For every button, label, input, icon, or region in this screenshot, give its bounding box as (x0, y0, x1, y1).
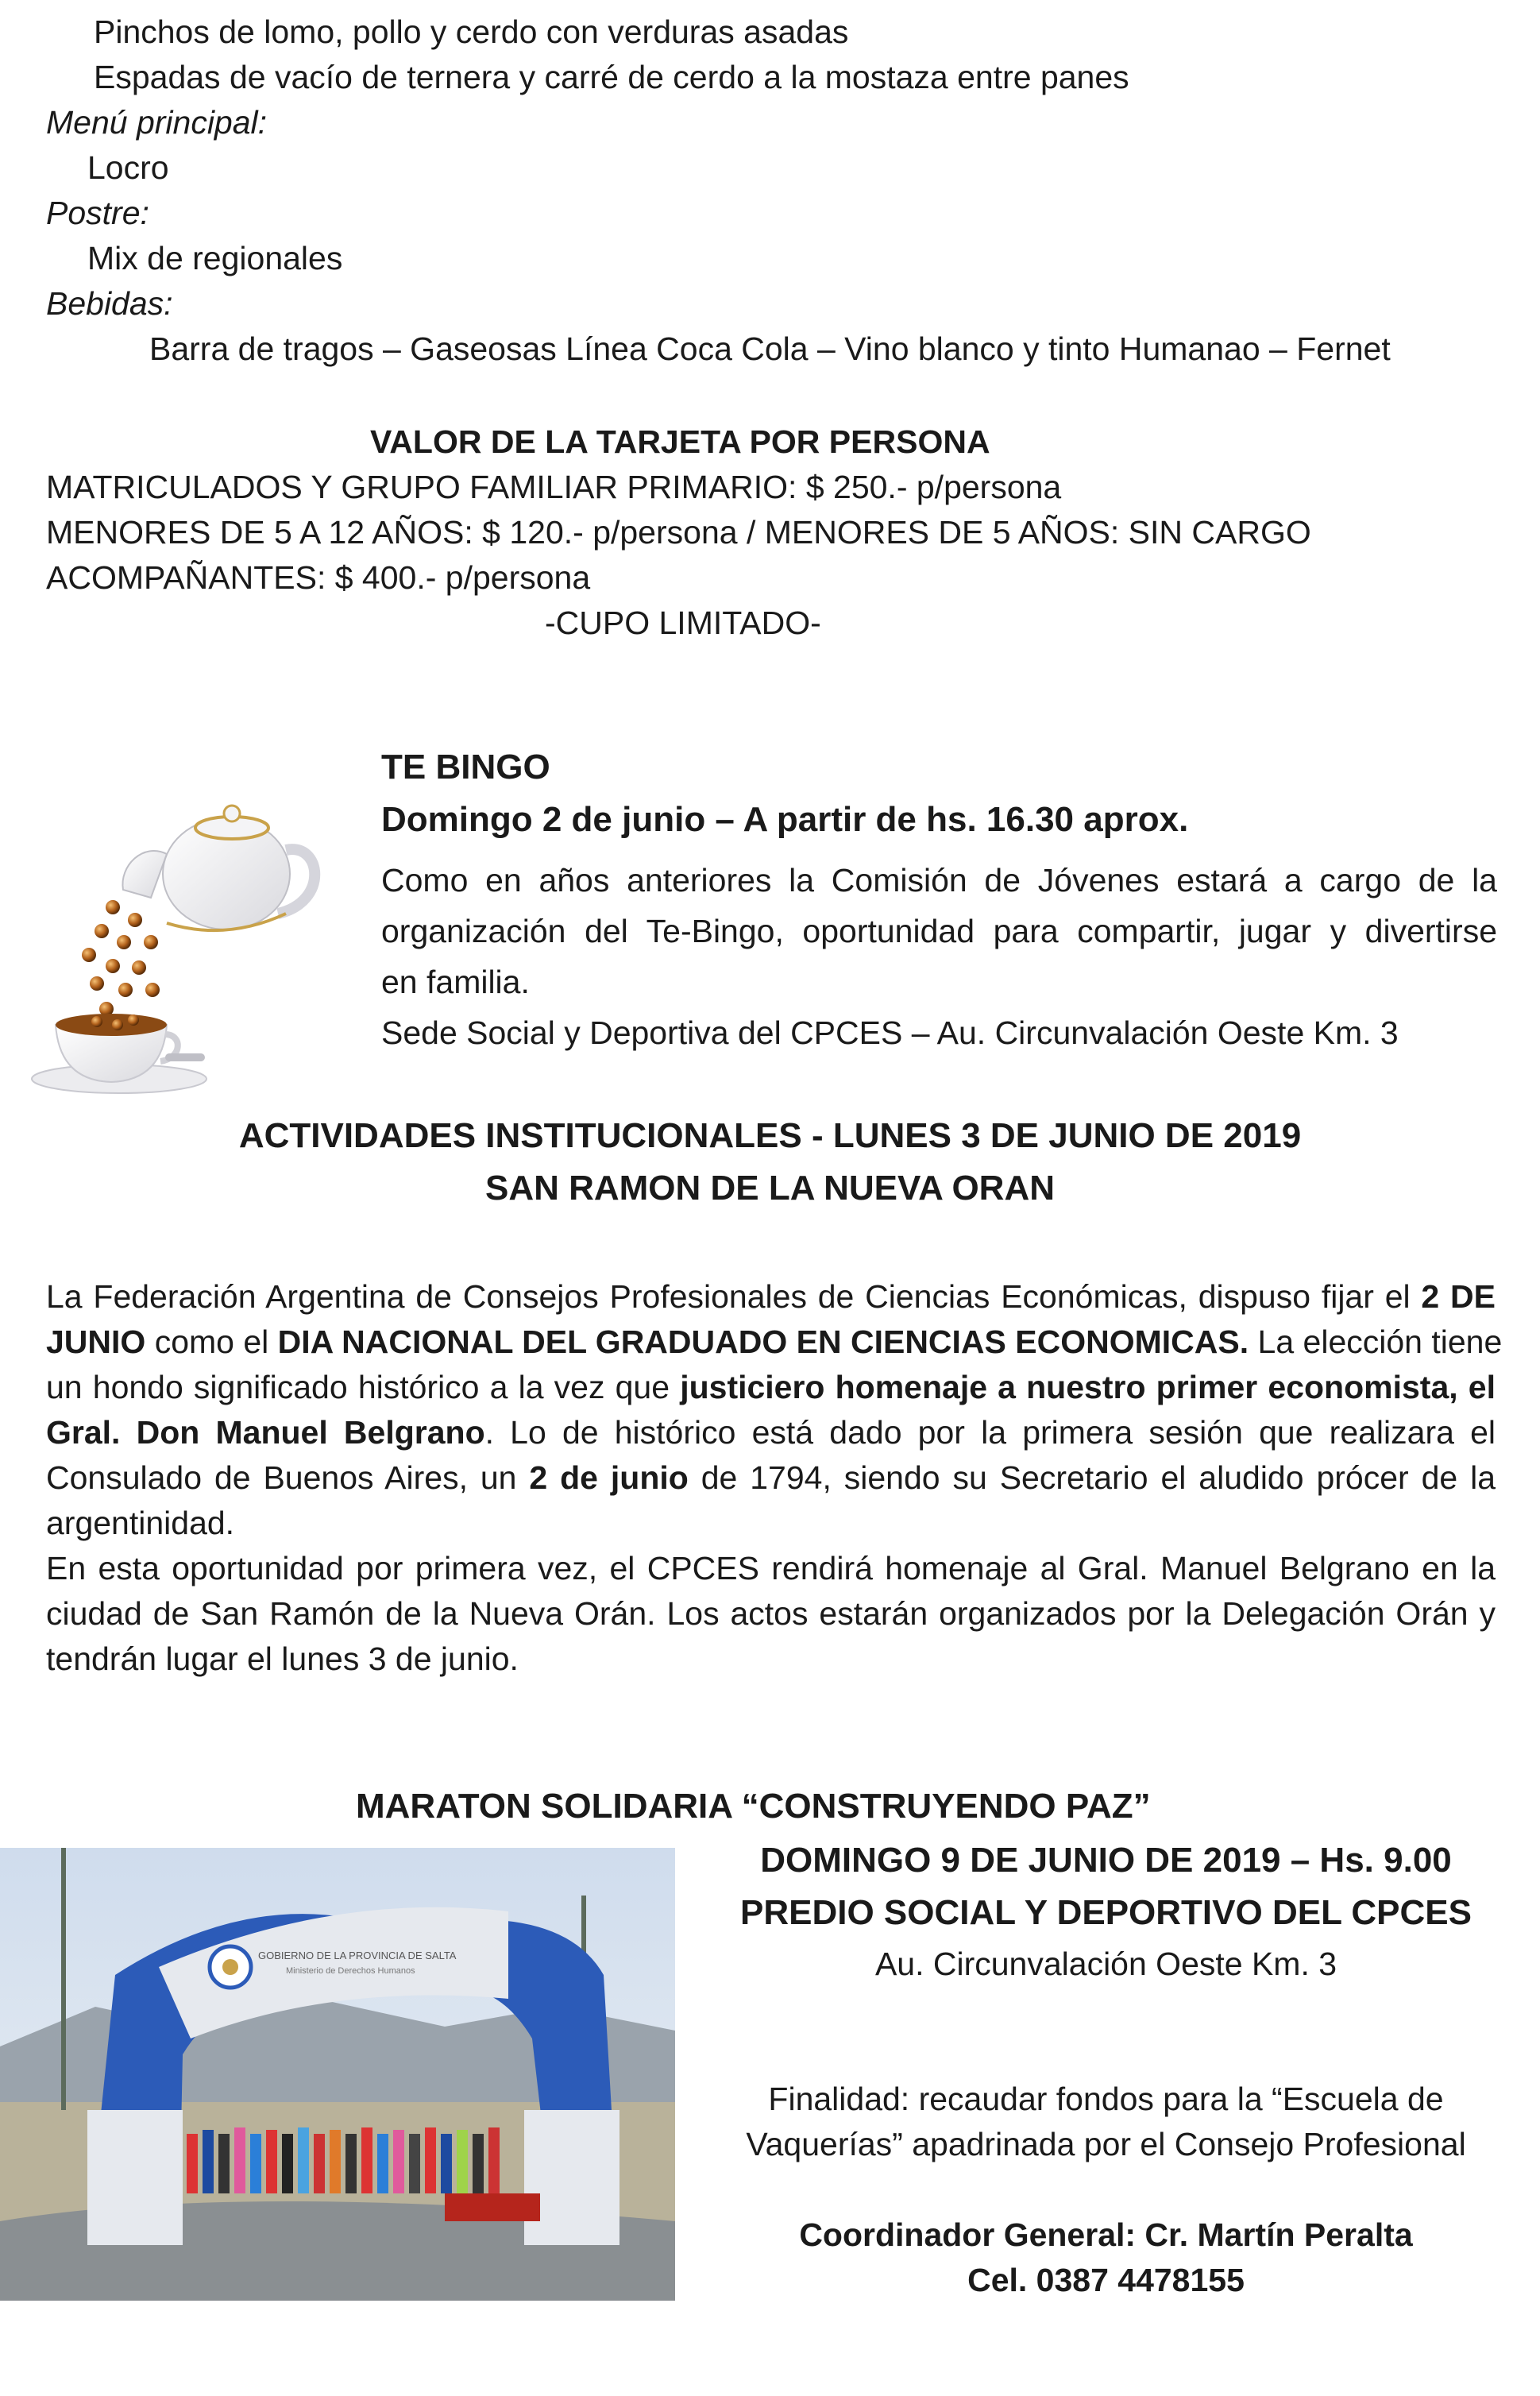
tebingo-title: TE BINGO (381, 748, 550, 786)
pricing-line-menores: MENORES DE 5 A 12 AÑOS: $ 120.- p/persona / MENORES DE 5 AÑOS: SIN CARGO (46, 514, 1311, 551)
paragraph-line (46, 1274, 1496, 1320)
text-run-bold: 2 DE (1421, 1278, 1496, 1315)
tea-bingo-illustration (24, 786, 357, 1100)
institutional-paragraph-1 (46, 1274, 1503, 1682)
paragraph-line: argentinidad. (46, 1505, 235, 1541)
teacup-icon (32, 1014, 206, 1093)
text-run: La elección tiene (1257, 1324, 1503, 1360)
menu-main-label: Menú principal: (46, 104, 268, 141)
text-run: La Federación Argentina de Consejos Profesionales de Ciencias Económicas, dispuso fijar el (46, 1278, 1411, 1315)
maraton-title: MARATON SOLIDARIA “CONSTRUYENDO PAZ” (356, 1787, 1151, 1826)
maraton-purpose-line: Finalidad: recaudar fondos para la “Escuela de (768, 2081, 1444, 2117)
bingo-balls-icon (82, 900, 160, 1016)
tebingo-location: Sede Social y Deportiva del CPCES – Au. Circunvalación Oeste Km. 3 (381, 1014, 1399, 1051)
menu-dessert-label: Postre: (46, 195, 149, 231)
tebingo-date: Domingo 2 de junio – A partir de hs. 16.30 aprox. (381, 800, 1189, 839)
institutional-subheading: SAN RAMON DE LA NUEVA ORAN (484, 1169, 1056, 1208)
menu-main-item: Locro (87, 149, 169, 186)
tebingo-description (381, 855, 1497, 1007)
pricing-line-acompanantes: ACOMPAÑANTES: $ 400.- p/persona (46, 559, 591, 596)
tebingo-desc-line: Como en años anteriores la Comisión de Jóvenes estará a cargo de la (381, 862, 1497, 898)
text-run-bold: 2 de junio (529, 1459, 689, 1496)
menu-drinks-label: Bebidas: (46, 285, 173, 322)
paragraph-line: tendrán lugar el lunes 3 de junio. (46, 1640, 519, 1677)
paragraph-line (46, 1455, 1496, 1501)
paragraph-line: En esta oportunidad por primera vez, el CPCES rendirá homenaje al Gral. Manuel Belgrano en la (46, 1550, 1496, 1586)
text-run: Consulado de Buenos Aires, un (46, 1459, 530, 1496)
paragraph-line: ciudad de San Ramón de la Nueva Orán. Los actos estarán organizados por la Delegación Orán y (46, 1595, 1496, 1632)
text-run-bold: justiciero homenaje a nuestro primer economista, el (680, 1369, 1496, 1405)
arch-text: GOBIERNO DE LA PROVINCIA DE SALTA (258, 1950, 457, 1961)
maraton-venue: PREDIO SOCIAL Y DEPORTIVO DEL CPCES (740, 1893, 1472, 1932)
maraton-photo (0, 1848, 675, 2301)
maraton-date: DOMINGO 9 DE JUNIO DE 2019 – Hs. 9.00 (760, 1841, 1452, 1880)
pricing-heading: VALOR DE LA TARJETA POR PERSONA (370, 423, 990, 460)
institutional-heading: ACTIVIDADES INSTITUCIONALES - LUNES 3 DE JUNIO DE 2019 (238, 1116, 1302, 1155)
arch-subtext: Ministerio de Derechos Humanos (286, 1966, 415, 1976)
menu-item-espadas: Espadas de vacío de ternera y carré de cerdo a la mostaza entre panes (94, 59, 1129, 95)
text-run: como el (145, 1324, 278, 1360)
menu-item-pinchos: Pinchos de lomo, pollo y cerdo con verduras asadas (94, 14, 849, 50)
text-run: de 1794, siendo su Secretario el aludido prócer de la (688, 1459, 1496, 1496)
text-run: . Lo de histórico está dado por la primera sesión que realizara el (484, 1414, 1496, 1451)
pricing-cupo-note: -CUPO LIMITADO- (545, 605, 821, 641)
text-run-bold: JUNIO (46, 1324, 146, 1360)
maraton-purpose-line: Vaquerías” apadrinada por el Consejo Profesional (746, 2126, 1466, 2162)
menu-dessert-item: Mix de regionales (87, 240, 343, 276)
teapot-icon (122, 806, 315, 930)
text-run-bold: Gral. Don Manuel Belgrano (46, 1414, 485, 1451)
maraton-phone: Cel. 0387 4478155 (967, 2262, 1245, 2298)
paragraph-line (46, 1320, 1503, 1365)
paragraph-line (46, 1365, 1496, 1410)
text-run: un hondo significado histórico a la vez que (46, 1369, 681, 1405)
text-run-bold: DIA NACIONAL DEL GRADUADO EN CIENCIAS ECONOMICAS. (277, 1324, 1249, 1360)
tebingo-desc-line: organización del Te-Bingo, oportunidad para compartir, jugar y divertirse (381, 913, 1497, 949)
maraton-coordinator: Coordinador General: Cr. Martín Peralta (799, 2216, 1413, 2253)
paragraph-line (46, 1410, 1496, 1455)
tebingo-desc-line: en familia. (381, 964, 530, 1000)
menu-drinks-item: Barra de tragos – Gaseosas Línea Coca Cola – Vino blanco y tinto Humanao – Fernet (149, 330, 1391, 367)
maraton-address: Au. Circunvalación Oeste Km. 3 (874, 1946, 1337, 1982)
pricing-line-matriculados: MATRICULADOS Y GRUPO FAMILIAR PRIMARIO: $ 250.- p/persona (46, 469, 1062, 505)
